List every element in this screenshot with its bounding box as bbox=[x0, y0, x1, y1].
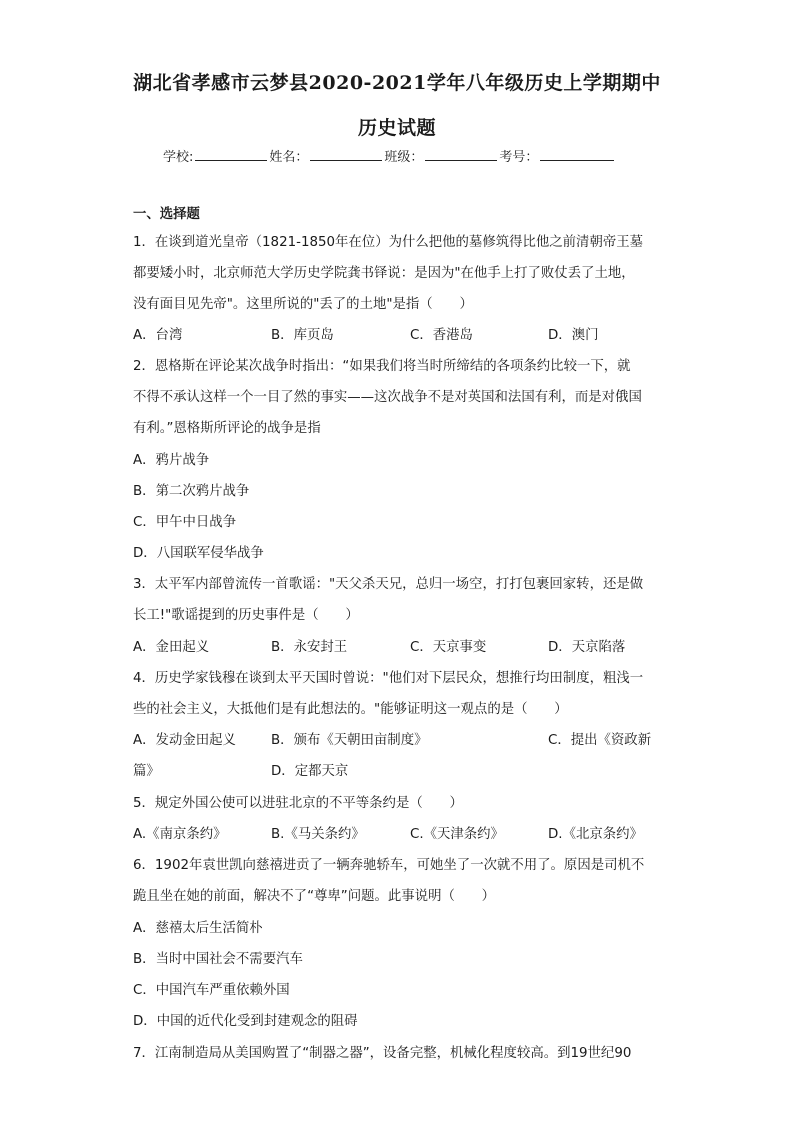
option-d[interactable]: D．八国联军侵华战争 bbox=[133, 546, 264, 561]
option-b[interactable]: B．永安封王 bbox=[271, 640, 348, 655]
option-a[interactable]: A．发动金田起义 bbox=[133, 733, 236, 748]
question-2-line: 2．恩格斯在评论某次战争时指出：“如果我们将当时所缔结的各项条约比较一下，就 bbox=[133, 359, 631, 374]
school-blank[interactable] bbox=[195, 147, 267, 161]
document-title: 湖北省孝感市云梦县2020-2021学年八年级历史上学期期中 bbox=[133, 72, 661, 94]
question-6-line: 6．1902年袁世凯向慈禧进贡了一辆奔驰轿车，可她坐了一次就不用了。原因是司机不 bbox=[133, 858, 645, 873]
question-1-options bbox=[133, 327, 663, 345]
option-d[interactable]: D．定都天京 bbox=[271, 764, 349, 779]
document-subtitle: 历史试题 bbox=[357, 117, 436, 139]
option-c[interactable]: C．天京事变 bbox=[410, 640, 487, 655]
question-4-options bbox=[133, 732, 663, 750]
option-a[interactable]: A．鸦片战争 bbox=[133, 453, 210, 468]
question-4-line: 4．历史学家钱穆在谈到太平天国时曾说："他们对下层民众，想推行均田制度，粗浅一 bbox=[133, 671, 644, 686]
option-d[interactable]: D．中国的近代化受到封建观念的阻碍 bbox=[133, 1014, 358, 1029]
option-c[interactable]: C．香港岛 bbox=[410, 328, 473, 343]
question-4-options-cont bbox=[133, 763, 663, 781]
number-blank[interactable] bbox=[540, 147, 614, 161]
option-b[interactable]: B．库页岛 bbox=[271, 328, 334, 343]
question-1-line: 没有面目见先帝"。这里所说的"丢了的土地"是指（ ） bbox=[133, 297, 473, 312]
name-blank[interactable] bbox=[310, 147, 382, 161]
question-5-options bbox=[133, 826, 663, 844]
option-b[interactable]: B.《马关条约》 bbox=[271, 827, 365, 842]
question-5-line: 5．规定外国公使可以进驻北京的不平等条约是（ ） bbox=[133, 796, 463, 811]
option-c-cont[interactable]: 篇》 bbox=[133, 764, 160, 779]
option-c[interactable]: C.《天津条约》 bbox=[410, 827, 504, 842]
option-b[interactable]: B．第二次鸦片战争 bbox=[133, 484, 250, 499]
student-info-row bbox=[163, 146, 616, 165]
question-3-line: 3．太平军内部曾流传一首歌谣："天父杀天兄，总归一场空，打打包裹回家转，还是做 bbox=[133, 577, 644, 592]
question-7-line: 7．江南制造局从美国购置了“制器之器”，设备完整，机械化程度较高。到19世纪90 bbox=[133, 1046, 632, 1061]
question-3-options bbox=[133, 639, 663, 657]
option-b[interactable]: B．颁布《天朝田亩制度》 bbox=[271, 733, 428, 748]
question-2-line: 不得不承认这样一个一目了然的事实——这次战争不是对英国和法国有利，而是对俄国 bbox=[133, 390, 642, 405]
option-c[interactable]: C．中国汽车严重依赖外国 bbox=[133, 983, 290, 998]
option-d[interactable]: D.《北京条约》 bbox=[548, 827, 643, 842]
option-a[interactable]: A.《南京条约》 bbox=[133, 827, 227, 842]
question-1-line: 1．在谈到道光皇帝（1821-1850年在位）为什么把他的墓修筑得比他之前清朝帝王墓 bbox=[133, 235, 644, 250]
question-1-line: 都要矮小时，北京师范大学历史学院龚书铎说：是因为"在他手上打了败仗丢了土地， bbox=[133, 266, 635, 281]
option-a[interactable]: A．慈禧太后生活简朴 bbox=[133, 921, 263, 936]
option-d[interactable]: D．澳门 bbox=[548, 328, 599, 343]
option-c[interactable]: C．甲午中日战争 bbox=[133, 515, 237, 530]
question-4-line: 些的社会主义，大抵他们是有此想法的。"能够证明这一观点的是（ ） bbox=[133, 702, 568, 717]
option-c[interactable]: C．提出《资政新 bbox=[548, 733, 652, 748]
name-label: 姓名： bbox=[269, 150, 309, 165]
question-2-line: 有利。”恩格斯所评论的战争是指 bbox=[133, 421, 321, 436]
question-3-line: 长工!"歌谣提到的历史事件是（ ） bbox=[133, 608, 359, 623]
question-6-line: 跪且坐在她的前面，解决不了“尊卑”问题。此事说明（ ） bbox=[133, 889, 496, 904]
option-a[interactable]: A．台湾 bbox=[133, 328, 183, 343]
option-a[interactable]: A．金田起义 bbox=[133, 640, 210, 655]
class-label: 班级： bbox=[384, 150, 424, 165]
option-d[interactable]: D．天京陷落 bbox=[548, 640, 626, 655]
number-label: 考号： bbox=[499, 150, 539, 165]
class-blank[interactable] bbox=[425, 147, 497, 161]
option-b[interactable]: B．当时中国社会不需要汽车 bbox=[133, 952, 303, 967]
section-heading: 一、选择题 bbox=[133, 207, 200, 222]
school-label: 学校: bbox=[163, 150, 194, 165]
